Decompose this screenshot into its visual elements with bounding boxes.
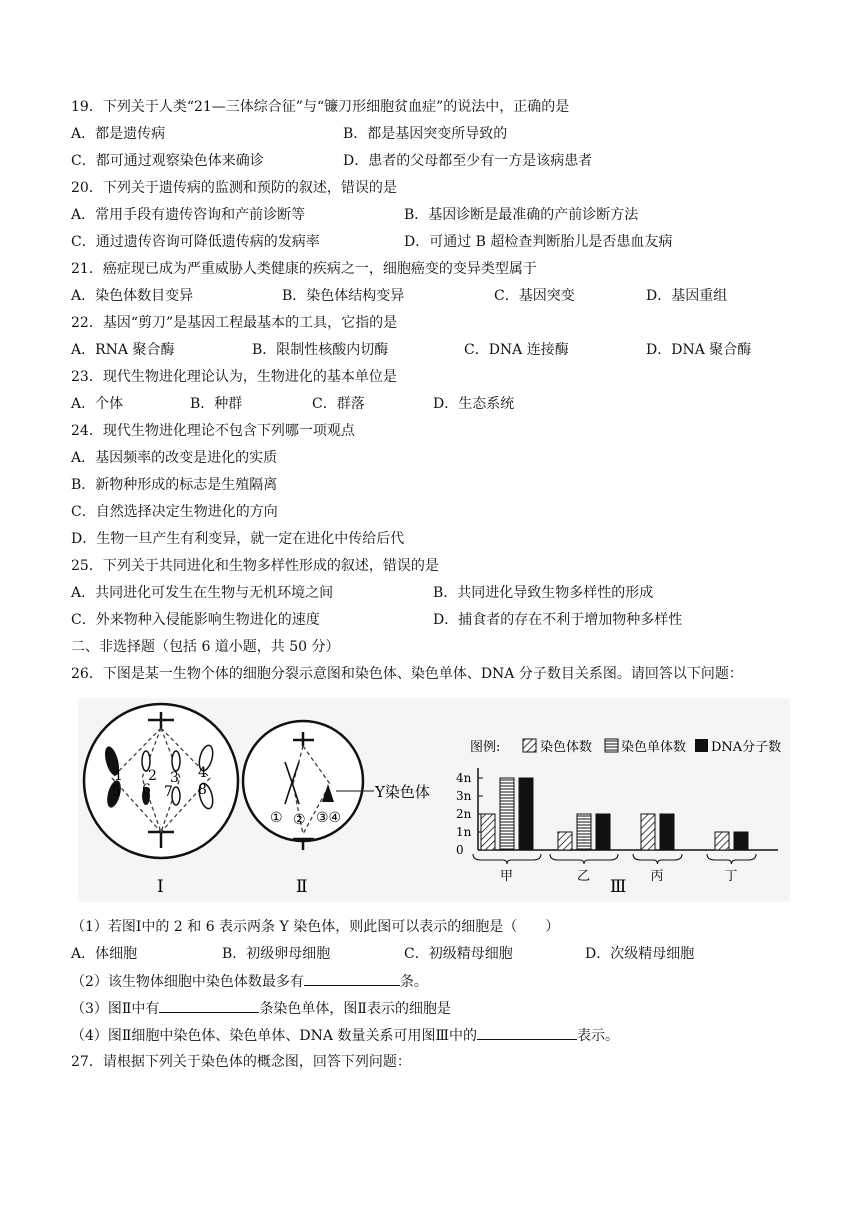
category-brace [707, 854, 756, 864]
q22-option-d: D．DNA 聚合酶 [646, 342, 752, 358]
question-23-stem: 23．现代生物进化理论认为，生物进化的基本单位是 [71, 369, 397, 385]
q19-option-a: A．都是遗传病 [71, 126, 166, 142]
q24-option-a: A．基因频率的改变是进化的实质 [71, 450, 278, 466]
chart-3 [456, 739, 781, 897]
q22-option-c: C．DNA 连接酶 [464, 342, 569, 358]
q25-option-d: D．捕食者的存在不利于增加物种多样性 [433, 612, 683, 628]
legend-swatch-chromatid [605, 739, 618, 752]
q26-option-b: B．初级卵母细胞 [222, 946, 331, 962]
question-26-stem: 26．下图是某一生物个体的细胞分裂示意图和染色体、染色单体、DNA 分子数目关系图。请回答以下问题： [71, 666, 743, 682]
question-25-stem: 25．下列关于共同进化和生物多样性形成的叙述，错误的是 [71, 558, 439, 574]
chart-plot-area [456, 768, 778, 884]
q21-option-d: D．基因重组 [646, 288, 728, 304]
q26-sub3-blank[interactable] [159, 998, 259, 1013]
bar-dna [734, 832, 748, 850]
q20-option-d: D．可通过 B 超检查判断胎儿是否患血友病 [404, 234, 673, 250]
q26-sub4-blank[interactable] [477, 1025, 577, 1040]
question-19-stem: 19．下列关于人类“21—三体综合征”与“镰刀形细胞贫血症”的说法中，正确的是 [71, 99, 570, 115]
q20-option-c: C．通过遗传咨询可降低遗传病的发病率 [71, 234, 320, 250]
q23-option-a: A．个体 [71, 396, 124, 412]
legend-label-chromosome: 染色体数 [540, 740, 593, 755]
cell1-number-2: 2 [148, 768, 157, 784]
cell1-number-8: 8 [198, 782, 207, 798]
question-22-stem: 22．基因“剪刀”是基因工程最基本的工具，它指的是 [71, 315, 398, 331]
legend-title: 图例: [470, 740, 501, 755]
q23-option-b: B．种群 [190, 396, 243, 412]
category-brace [550, 854, 618, 864]
cell1-number-7: 7 [164, 784, 173, 800]
q25-option-b: B．共同进化导致生物多样性的形成 [433, 585, 654, 601]
bar-chromatid [500, 778, 514, 850]
q26-option-d: D．次级精母细胞 [585, 946, 695, 962]
y-tick-label: 1n [456, 825, 472, 839]
section-2-heading: 二、非选择题（包括 6 道小题，共 50 分） [71, 639, 340, 655]
q26-option-a: A．体细胞 [71, 946, 138, 962]
q22-option-a: A．RNA 聚合酶 [71, 342, 175, 358]
cell1-number-6: 6 [142, 782, 151, 798]
q19-option-c: C．都可通过观察染色体来确诊 [71, 153, 264, 169]
bar-chromosome [715, 832, 729, 850]
y-tick-label: 2n [456, 807, 472, 821]
bar-dna [660, 814, 674, 850]
q26-sub3-suffix: 条染色单体，图Ⅱ表示的细胞是 [259, 1001, 451, 1017]
q26-sub3 [71, 998, 451, 1019]
q26-sub2-suffix: 条。 [399, 974, 428, 990]
q21-option-b: B．染色体结构变异 [282, 288, 405, 304]
q23-option-d: D．生态系统 [433, 396, 515, 412]
legend-swatch-dna [695, 739, 708, 752]
y-tick-label: 4n [456, 771, 472, 785]
legend-swatch-chromosome [523, 739, 536, 752]
q20-option-b: B．基因诊断是最准确的产前诊断方法 [404, 207, 639, 223]
x-category-label: 丁 [724, 869, 738, 884]
q25-option-c: C．外来物种入侵能影响生物进化的速度 [71, 612, 320, 628]
cell1-number-4: 4 [198, 765, 207, 781]
question-24-stem: 24．现代生物进化理论不包含下列哪一项观点 [71, 423, 355, 439]
cell2-label: Ⅱ [296, 877, 308, 897]
cell-diagram-1 [84, 704, 238, 897]
q23-option-c: C．群落 [312, 396, 365, 412]
cell1-number-3: 3 [170, 770, 179, 786]
q26-sub2-blank[interactable] [304, 971, 400, 986]
q24-option-b: B．新物种形成的标志是生殖隔离 [71, 477, 278, 493]
legend-label-chromatid: 染色单体数 [621, 740, 687, 755]
question-27-stem: 27．请根据下列关于染色体的概念图，回答下列问题： [71, 1054, 411, 1070]
bar-chromatid [577, 814, 591, 850]
q21-option-c: C．基因突变 [494, 288, 575, 304]
bar-dna [519, 778, 533, 850]
cell-diagram-2 [243, 721, 430, 897]
q21-option-a: A．染色体数目变异 [71, 288, 194, 304]
q26-sub4 [71, 1025, 619, 1046]
q26-sub4-text: （4）图Ⅱ细胞中染色体、染色单体、DNA 数量关系可用图Ⅲ中的 [71, 1028, 477, 1044]
q19-option-b: B．都是基因突变所导致的 [343, 126, 508, 142]
cell1-number-1: 1 [114, 768, 123, 784]
q26-sub4-suffix: 表示。 [576, 1028, 619, 1044]
cell1-number-5: 5 [112, 784, 121, 800]
bar-chromosome [481, 814, 495, 850]
q24-option-d: D．生物一旦产生有利变异，就一定在进化中传给后代 [71, 531, 405, 547]
question-21-stem: 21．癌症现已成为严重威胁人类健康的疾病之一，细胞癌变的变异类型属于 [71, 261, 537, 277]
cell2-number-1: ① [270, 810, 283, 826]
bar-chromosome [641, 814, 655, 850]
x-category-label: 乙 [577, 869, 591, 884]
q26-option-c: C．初级精母细胞 [404, 946, 513, 962]
bar-dna [596, 814, 610, 850]
category-brace [473, 854, 541, 864]
y-tick-label: 0 [456, 843, 464, 857]
x-category-label: 丙 [650, 869, 664, 884]
legend-label-dna: DNA分子数 [711, 740, 782, 755]
y-chromosome-label: Y染色体 [375, 783, 430, 801]
bar-chromosome [558, 832, 572, 850]
category-brace [633, 854, 682, 864]
cell1-label: Ⅰ [157, 877, 164, 897]
q24-option-c: C．自然选择决定生物进化的方向 [71, 504, 278, 520]
q26-sub2 [71, 971, 428, 992]
figure-svg [78, 698, 790, 902]
chart-label: Ⅲ [610, 877, 627, 897]
y-tick-label: 3n [456, 789, 472, 803]
q26-sub1: （1）若图Ⅰ中的 2 和 6 表示两条 Y 染色体，则此图可以表示的细胞是（ ） [71, 919, 560, 935]
cell2-number-3-4: ③④ [316, 810, 342, 826]
x-category-label: 甲 [500, 869, 514, 884]
q26-sub3-text: （3）图Ⅱ中有 [71, 1001, 160, 1017]
q22-option-b: B．限制性核酸内切酶 [252, 342, 389, 358]
q26-sub2-text: （2）该生物体细胞中染色体数最多有 [71, 974, 304, 990]
cell2-number-2: ② [293, 812, 306, 828]
cell-division-figure [78, 698, 790, 902]
q25-option-a: A．共同进化可发生在生物与无机环境之间 [71, 585, 334, 601]
q19-option-d: D．患者的父母都至少有一方是该病患者 [343, 153, 593, 169]
q20-option-a: A．常用手段有遗传咨询和产前诊断等 [71, 207, 306, 223]
question-20-stem: 20．下列关于遗传病的监测和预防的叙述，错误的是 [71, 180, 397, 196]
